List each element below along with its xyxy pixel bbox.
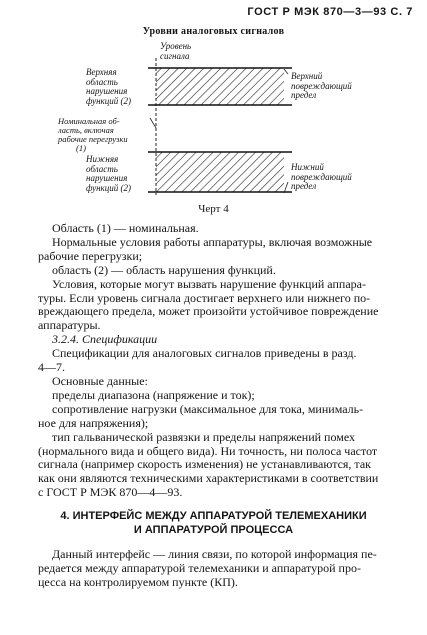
subsection-heading: 3.2.4. Спецификации <box>52 332 158 347</box>
section-paragraph: Данный интерфейс — линия связи, по которой информация пе- редается между аппаратурой телемеханики и аппаратурой про- цесса на контролируемом пункте (КП). <box>38 547 377 589</box>
section-title: 4. ИНТЕРФЕЙС МЕЖДУ АППАРАТУРОЙ ТЕЛЕМЕХАНИКИ И АППАРАТУРОЙ ПРОЦЕССА <box>60 510 367 536</box>
figure-title: Уровни аналоговых сигналов <box>142 26 285 37</box>
lower-limit-label: Нижний повреждающий предел <box>291 162 352 191</box>
upper-limit-label: Верхний повреждающий предел <box>291 71 352 100</box>
upper-disturbance-band <box>156 68 284 105</box>
lower-region-label: Нижняя область нарушения функций (2) <box>86 154 132 193</box>
body-text: Область (1) — номинальная. Нормальные условия работы аппаратуры, включая возможные рабочие перегрузки; область (2) — область нарушения функций. Условия, которые могут вызвать нарушение функций аппара- туры. Если уровень сигнала достигает верхнего или нижнего по- вреждающего предела, может произойти устойчивое повреждение аппаратуры. 3.2.4. Спецификации Спецификации для аналоговых сигналов приведены в разд. 4—7. Основные данные: пределы диапазона (напряжение и ток); сопротивление нагрузки (максимальное для тока, минималь- ное для напряжения); тип гальванической развязки и пределы напряжений помех (нормального вида и общего вида). Ни точность, ни полоса частот сигнала (например скорость изменения) не устанавливаются, так как они являются техническими характеристиками в соответствии с ГОСТ Р МЭК 870—4—93. <box>38 222 420 500</box>
page-header: ГОСТ Р МЭК 870—3—93 С. 7 <box>247 6 413 18</box>
signal-levels-diagram <box>0 0 427 215</box>
upper-region-label: Верхняя область нарушения функций (2) <box>86 67 132 106</box>
figure-caption: Черт 4 <box>198 203 229 215</box>
nominal-region-label: Номинальная об- ласть, включая рабочие перегрузки (1) <box>58 116 128 153</box>
lower-disturbance-band <box>156 152 284 192</box>
axis-label: Уровень сигнала <box>160 41 192 61</box>
